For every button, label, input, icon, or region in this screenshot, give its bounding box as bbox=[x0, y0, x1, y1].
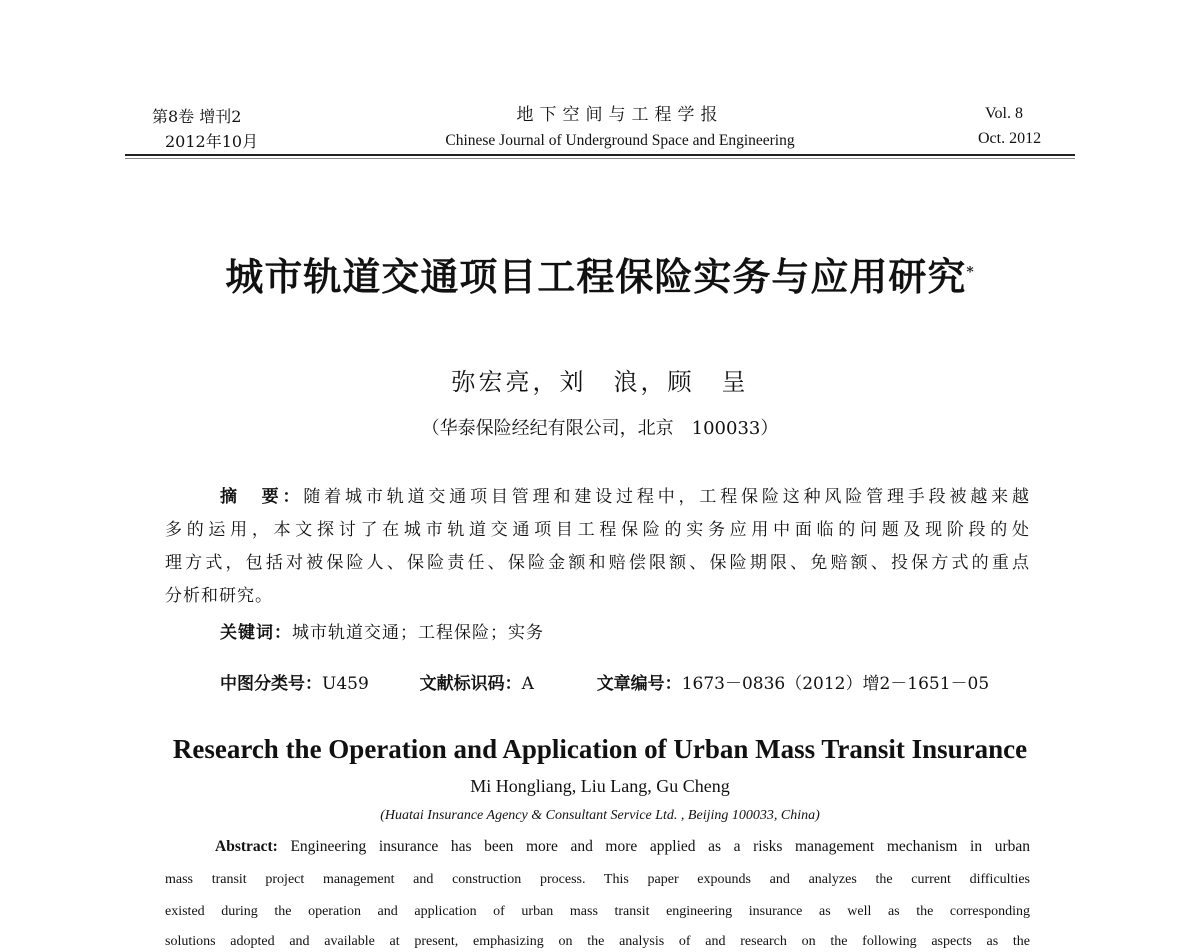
abstract-en-line: existed during the operation and application of urban mass transit engineering insurance as well as the corresponding bbox=[165, 904, 1030, 919]
volume-en: Vol. 8 bbox=[985, 105, 1023, 122]
abstract-cn-line: 摘 要：随着城市轨道交通项目管理和建设过程中，工程保险这种风险管理手段被越来越 bbox=[220, 487, 1031, 507]
journal-name-en: Chinese Journal of Underground Space and Engineering bbox=[445, 132, 795, 149]
abstract-en-line: solutions adopted and available at present, emphasizing on the analysis of and research on the following aspects as the bbox=[165, 934, 1030, 949]
abstract-en-line: Abstract: Engineering insurance has been more and more applied as a risks management mechanism in urban bbox=[215, 838, 1031, 855]
keywords-cn bbox=[220, 623, 544, 643]
header-rule bbox=[125, 154, 1075, 156]
affiliation-cn: （华泰保险经纪有限公司，北京 100033） bbox=[421, 418, 779, 439]
abstract-cn-line: 多的运用，本文探讨了在城市轨道交通项目工程保险的实务应用中面临的问题及现阶段的处 bbox=[165, 520, 1030, 540]
journal-name-cn: 地下空间与工程学报 bbox=[516, 105, 724, 125]
classification-line: 中图分类号：U459 文献标识码：A 文章编号：1673－0836（2012）增2－1651－05 bbox=[220, 674, 990, 694]
authors-en: Mi Hongliang, Liu Lang, Gu Cheng bbox=[470, 776, 730, 796]
date-en: Oct. 2012 bbox=[978, 130, 1042, 147]
keywords-label: 关键词： bbox=[220, 623, 292, 643]
volume-issue: 第8卷 增刊2 bbox=[152, 107, 242, 126]
abstract-en-line: mass transit project management and construction process. This paper expounds and analyzes the current difficulties bbox=[165, 872, 1030, 887]
abstract-cn-label: 摘 要： bbox=[220, 487, 304, 507]
title-footnote-marker: * bbox=[966, 264, 975, 281]
paper-title-cn bbox=[0, 246, 1200, 301]
abstract-en-label: Abstract: bbox=[215, 838, 278, 855]
publication-date-cn: 2012年10月 bbox=[165, 132, 259, 151]
header-rule-thin bbox=[125, 158, 1075, 159]
document-code: A bbox=[521, 674, 534, 694]
clc-number: U459 bbox=[322, 674, 369, 694]
title-text: 城市轨道交通项目工程保险实务与应用研究 bbox=[225, 254, 967, 299]
affiliation-en: (Huatai Insurance Agency & Consultant Service Ltd. , Beijing 100033, China) bbox=[380, 808, 820, 823]
authors-cn: 弥宏亮，刘 浪，顾 呈 bbox=[451, 368, 749, 396]
keywords-value: 城市轨道交通；工程保险；实务 bbox=[292, 623, 544, 643]
paper-title-en: Research the Operation and Application of Urban Mass Transit Insurance bbox=[172, 734, 1028, 764]
abstract-cn-line: 理方式，包括对被保险人、保险责任、保险金额和赔偿限额、保险期限、免赔额、投保方式的重点 bbox=[165, 553, 1030, 573]
article-number: 1673－0836（2012）增2－1651－05 bbox=[681, 674, 990, 694]
abstract-cn-line: 分析和研究。 bbox=[165, 586, 273, 606]
